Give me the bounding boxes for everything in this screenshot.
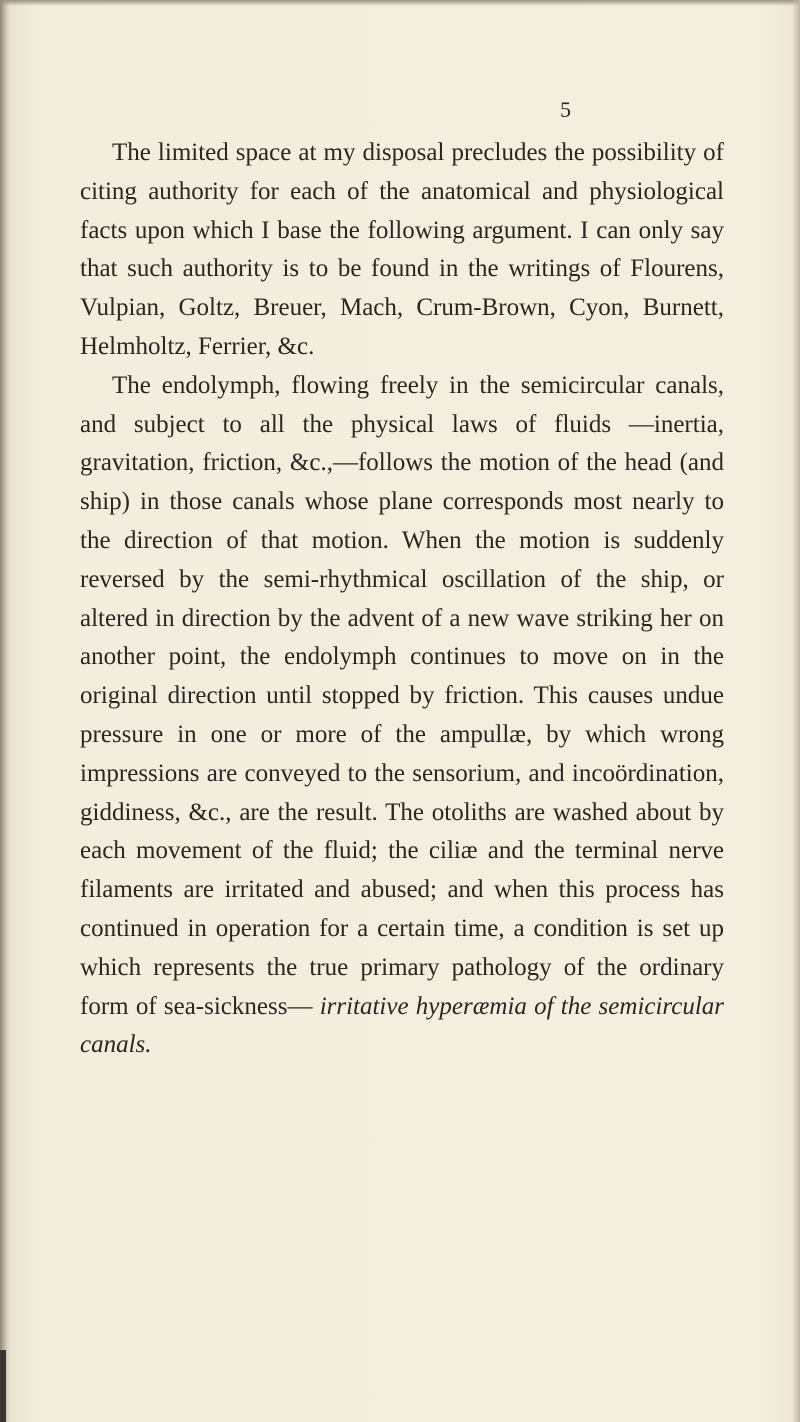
page-left-edge: [0, 0, 10, 1422]
paragraph-1: The limited space at my disposal precludes the possibility of citing authority for each of the anatomical and physiological facts upon which I base the following argument. I can only say that such authority is to be found in the writings of Flourens, Vulpian, Goltz, Breuer, Mach, Crum-Brown, Cyon, Burnett, Helmholtz, Ferrier, &c.: [80, 139, 724, 360]
paragraph-2: [80, 367, 724, 1065]
paragraph-2-text: The endolymph, flowing freely in the semicircular canals, and subject to all the physical laws of fluids —inertia, gravitation, friction, &c.,—follows the motion of the head (and ship) in those canals whose plane corresponds most nearly to the direction of that motion. When the motion is suddenly reversed by the semi-rhythmical oscillation of the ship, or altered in direction by the advent of a new wave striking her on another point, the endolymph continues to move on in the original direction until stopped by friction. This causes undue pressure in one or more of the ampullæ, by which wrong impressions are conveyed to the sensorium, and incoördination, giddiness, &c., are the result. The otoliths are washed about by each movement of the fluid; the ciliæ and the terminal nerve filaments are irritated and abused; and when this process has continued in operation for a certain time, a condition is set up which represents the true primary pathology of the ordinary form of sea-sickness—: [80, 371, 724, 1020]
body-text: [80, 134, 724, 1065]
page-number: 5: [560, 97, 571, 122]
paragraph-2-italic-ending: irritative hyperæmia of the semicircular canals.: [80, 992, 725, 1059]
page-top-edge: [0, 0, 800, 6]
page-binding-shadow: [0, 1350, 6, 1422]
page-right-edge: [792, 0, 800, 1422]
